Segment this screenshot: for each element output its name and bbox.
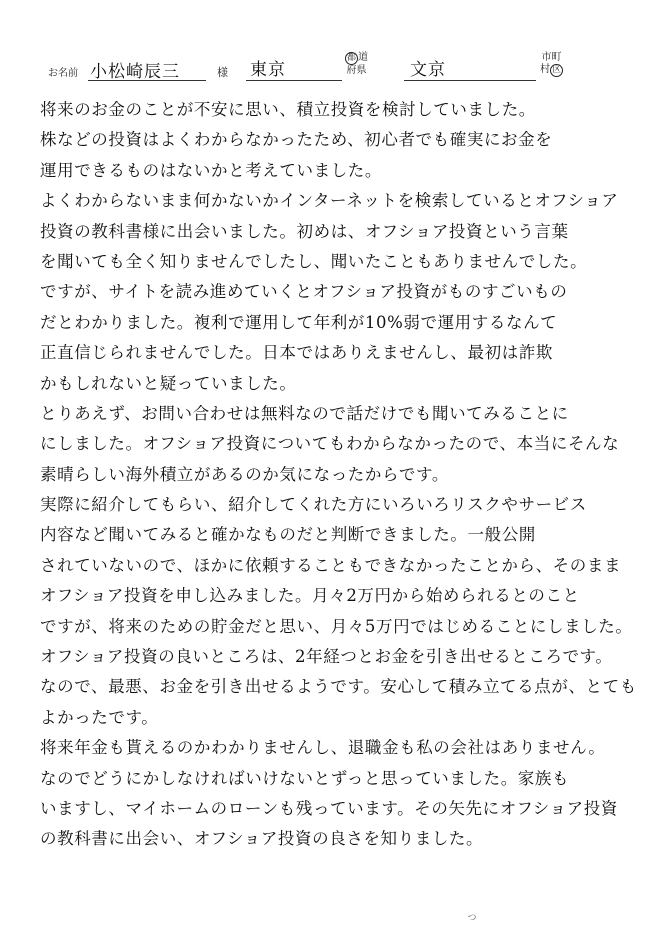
text-line: を聞いても全く知りませんでしたし、聞いたこともありませんでした。 xyxy=(40,251,588,271)
text-line: だとわかりました。複利で運用して年利が10%弱で運用するなんて xyxy=(40,312,558,332)
text-line: オフショア投資を申し込みました。月々2万円から始められるとのこと xyxy=(40,586,580,606)
pref-option-fu: 府 xyxy=(346,65,357,76)
text-line: 将来年金も貰えるのかわかりませんし、退職金も私の会社はありません。 xyxy=(40,738,606,758)
form-header xyxy=(0,0,650,95)
text-line: ですが、将来のための貯金だと思い、月々5万円ではじめることにしました。 xyxy=(40,616,633,636)
prefecture-selected-to: 都 xyxy=(346,53,356,63)
prefecture-value: 東京 xyxy=(250,60,286,80)
city-value: 文京 xyxy=(410,60,446,80)
pref-option-ken: 県 xyxy=(356,65,367,76)
page-mark: っ xyxy=(466,909,479,923)
text-line: とりあえず、お問い合わせは無料なので話だけでも聞いてみることに xyxy=(40,403,569,423)
city-option-machi: 町 xyxy=(551,52,562,63)
text-line: いますし、マイホームのローンも残っています。その矢先にオフショア投資 xyxy=(40,798,618,818)
text-line: 運用できるものはないかと考えていました。 xyxy=(40,160,382,180)
text-line: なので、最悪、お金を引き出せるようです。安心して積み立てる点が、とても xyxy=(40,677,637,697)
city-selected-ku: 区 xyxy=(551,65,561,75)
prefecture-options xyxy=(345,52,368,77)
text-line: 将来のお金のことが不安に思い、積立投資を検討していました。 xyxy=(40,100,536,119)
text-line: オフショア投資の良いところは、2年経つとお金を引き出せるところです。 xyxy=(40,647,613,667)
city-underline xyxy=(404,80,536,81)
text-line: 正直信じられませんでした。日本ではありえませんし、最初は詐欺 xyxy=(40,343,553,363)
prefecture-underline xyxy=(246,80,342,81)
name-value: 小松崎辰三 xyxy=(90,62,180,82)
city-option-mura: 村 xyxy=(540,64,550,75)
text-line: されていないので、ほかに依頼することもできなかったことから、そのまま xyxy=(40,555,622,575)
text-line: 投資の教科書様に出会いました。初めは、オフショア投資という言葉 xyxy=(40,221,569,241)
text-line: 実際に紹介してもらい、紹介してくれた方にいろいろリスクやサービス xyxy=(40,495,587,515)
handwritten-testimonial xyxy=(40,95,640,855)
text-line: なのでどうにかしなければいけないとずっと思っていました。家族も xyxy=(40,768,570,788)
name-label: お名前 xyxy=(48,68,78,79)
text-line: 株などの投資はよくわからなかったため、初心者でも確実にお金を xyxy=(40,130,553,150)
text-line: 素晴らしい海外積立があるのか気になったからです。 xyxy=(40,464,449,484)
text-line: 内容など聞いてみると確かなものだと判断できました。一般公開 xyxy=(40,525,536,545)
text-line: の教科書に出会い、オフショア投資の良さを知りました。 xyxy=(40,829,484,849)
text-line: かもしれないと疑っていました。 xyxy=(40,373,297,393)
text-line: よかったです。 xyxy=(40,707,159,727)
city-options xyxy=(540,52,563,77)
pref-option-do: 道 xyxy=(358,52,368,63)
text-line: よくわからないまま何かないかインターネットを検索しているとオフショア xyxy=(40,191,619,211)
text-line: にしました。オフショア投資についてもわからなかったので、本当にそんな xyxy=(40,434,620,454)
name-underline xyxy=(88,80,206,81)
text-line: ですが、サイトを読み進めていくとオフショア投資がものすごいもの xyxy=(40,282,568,302)
city-option-shi: 市 xyxy=(541,52,552,63)
honorific: 様 xyxy=(217,66,228,79)
